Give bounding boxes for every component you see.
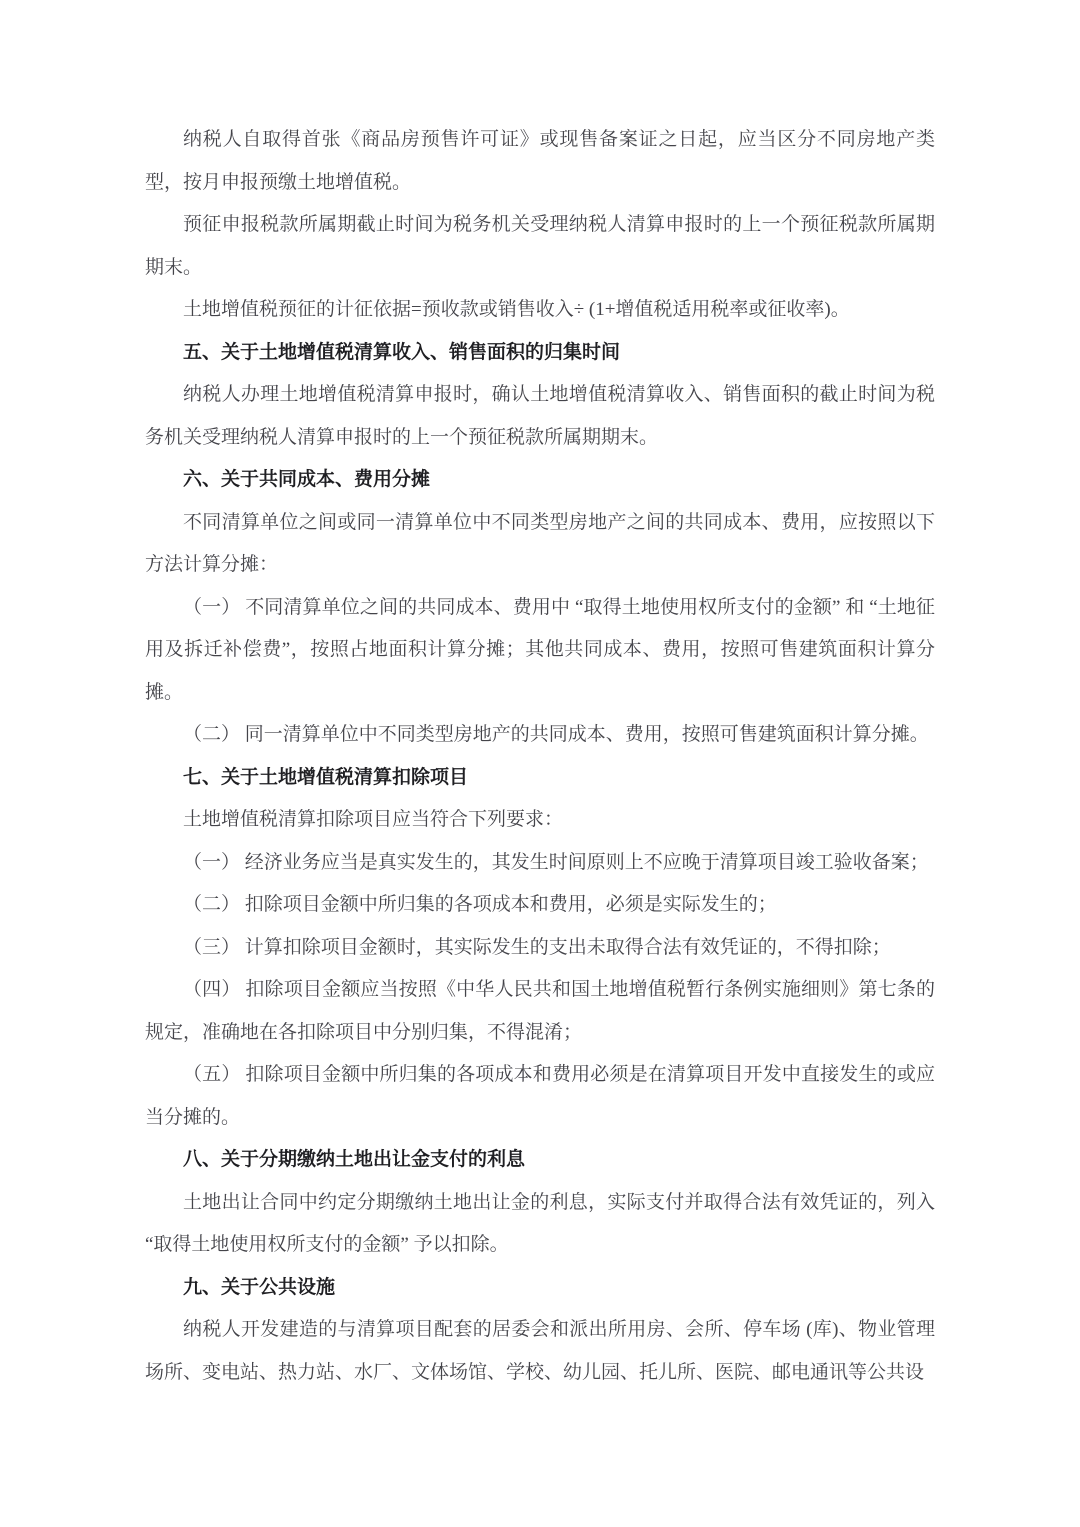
paragraph: 预征申报税款所属期截止时间为税务机关受理纳税人清算申报时的上一个预征税款所属期期末。 [145,214,935,278]
section-heading: 七、关于土地增值税清算扣除项目 [183,766,469,788]
paragraph: （五） 扣除项目金额中所归集的各项成本和费用必须是在清算项目开发中直接发生的或应当分摊的。 [145,1064,935,1128]
paragraph: 土地增值税预征的计征依据=预收款或销售收入÷ (1+增值税适用税率或征收率)。 [183,299,850,320]
paragraph: 不同清算单位之间或同一清算单位中不同类型房地产之间的共同成本、费用，应按照以下方法计算分摊： [145,511,935,575]
section-heading: 八、关于分期缴纳土地出让金支付的利息 [183,1149,526,1170]
paragraph: （一） 经济业务应当是真实发生的，其发生时间原则上不应晚于清算项目竣工验收备案； [183,851,929,873]
section-heading: 九、关于公共设施 [183,1276,336,1298]
paragraph: （一） 不同清算单位之间的共同成本、费用中 “取得土地使用权所支付的金额” 和 “土地征用及拆迁补偿费”，按照占地面积计算分摊；其他共同成本、费用，按照可售建筑面积计算分摊。 [145,596,935,703]
paragraph: 土地出让合同中约定分期缴纳土地出让金的利息，实际支付并取得合法有效凭证的，列入 “取得土地使用权所支付的金额” 予以扣除。 [145,1191,935,1255]
paragraph: 纳税人办理土地增值税清算申报时，确认土地增值税清算收入、销售面积的截止时间为税务机关受理纳税人清算申报时的上一个预征税款所属期期末。 [145,384,935,448]
paragraph: 纳税人开发建造的与清算项目配套的居委会和派出所用房、会所、停车场 (库)、物业管理场所、变电站、热力站、水厂、文体场馆、学校、幼儿园、托儿所、医院、邮电通讯等公共设 [145,1319,935,1383]
paragraph: 纳税人自取得首张《商品房预售许可证》或现售备案证之日起，应当区分不同房地产类型，按月申报预缴土地增值税。 [145,129,935,193]
paragraph: （二） 同一清算单位中不同类型房地产的共同成本、费用，按照可售建筑面积计算分摊。 [183,724,929,745]
paragraph: （四） 扣除项目金额应当按照《中华人民共和国土地增值税暂行条例实施细则》第七条的规定，准确地在各扣除项目中分别归集，不得混淆； [145,979,935,1043]
paragraph: （三） 计算扣除项目金额时，其实际发生的支出未取得合法有效凭证的，不得扣除； [183,936,891,958]
section-heading: 六、关于共同成本、费用分摊 [183,469,431,490]
document-body [145,119,935,1394]
section-heading: 五、关于土地增值税清算收入、销售面积的归集时间 [183,341,621,363]
paragraph: （二） 扣除项目金额中所归集的各项成本和费用，必须是实际发生的； [183,894,777,915]
paragraph: 土地增值税清算扣除项目应当符合下列要求： [183,809,564,830]
